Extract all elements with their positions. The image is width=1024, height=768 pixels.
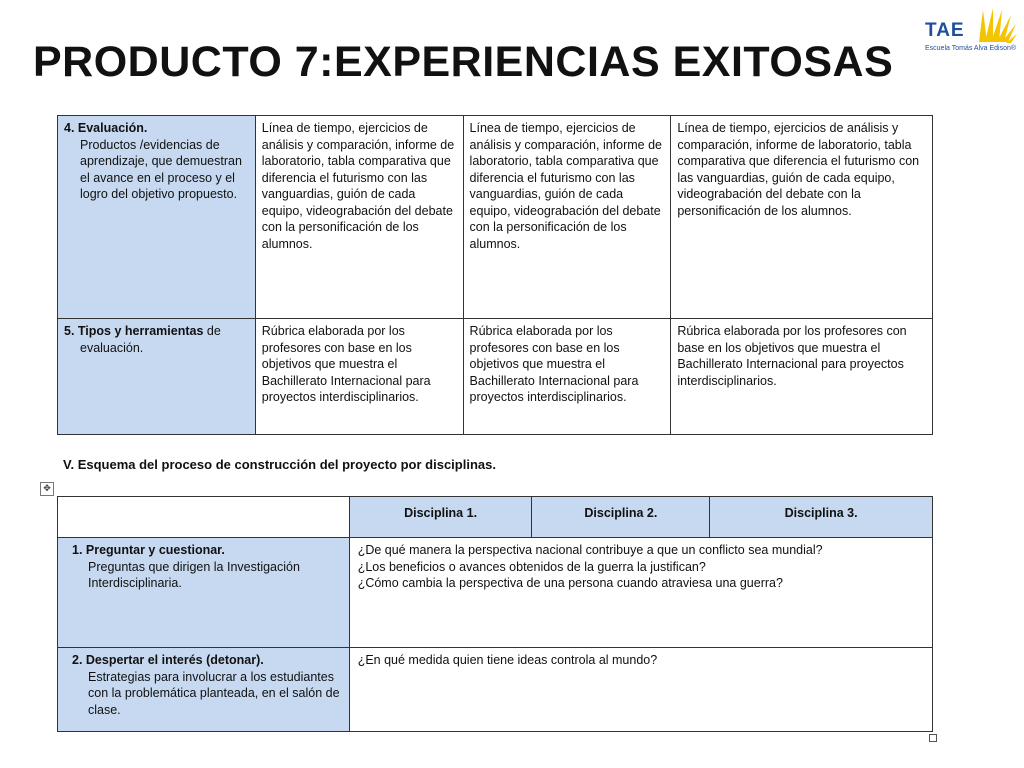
evaluation-table <box>57 115 933 435</box>
column-header: Disciplina 1. <box>349 497 532 538</box>
section-heading: V. Esquema del proceso de construcción del proyecto por disciplinas. <box>63 457 496 472</box>
row-label-preguntar <box>58 538 350 648</box>
table-cell: Rúbrica elaborada por los profesores con base en los objetivos que muestra el Bachillerato Internacional para proyectos interdisciplinarios. <box>255 319 463 435</box>
table-cell: Línea de tiempo, ejercicios de análisis y comparación, informe de laboratorio, tabla comparativa que diferencia el futurismo con las vanguardias, guión de cada equipo, videograbación del debate con la personificación de los alumnos. <box>671 116 933 319</box>
row-label-text: Productos /evidencias de aprendizaje, que demuestran el avance en el proceso y el logro del objetivo propuesto. <box>80 137 242 201</box>
table-row <box>58 538 933 648</box>
logo-subtitle: Escuela Tomás Alva Edison® <box>925 45 1017 52</box>
table-cell: Rúbrica elaborada por los profesores con base en los objetivos que muestra el Bachillerato Internacional para proyectos interdisciplinarios. <box>671 319 933 435</box>
tae-logo <box>925 6 1020 58</box>
column-header: Disciplina 2. <box>532 497 710 538</box>
row-label-text: Preguntas que dirigen la Investigación Interdisciplinaria. <box>88 559 300 590</box>
process-table <box>57 496 933 732</box>
row-label-title: 4. Evaluación. <box>64 121 148 135</box>
table-cell: Rúbrica elaborada por los profesores con base en los objetivos que muestra el Bachillerato Internacional para proyectos interdisciplinarios. <box>463 319 671 435</box>
questions-cell[interactable] <box>349 538 932 648</box>
row-label-title: 5. Tipos y herramientas <box>64 324 204 338</box>
row-label-evaluacion <box>58 116 256 319</box>
table-row <box>58 116 933 319</box>
table-header-row <box>58 497 933 538</box>
row-label-text: Estrategias para involucrar a los estudiantes con la problemática planteada, en el salón de clase. <box>88 669 340 717</box>
questions-cell[interactable] <box>349 648 932 732</box>
sun-rays-icon <box>977 6 1017 44</box>
row-label-title: 1. Preguntar y cuestionar. <box>72 543 225 557</box>
row-label-tipos <box>58 319 256 435</box>
column-header: Disciplina 3. <box>710 497 933 538</box>
row-label-title-rest: de <box>203 324 221 338</box>
table-row <box>58 648 933 732</box>
table-cell: Línea de tiempo, ejercicios de análisis y comparación, informe de laboratorio, tabla comparativa que diferencia el futurismo con las vanguardias, guión de cada equipo, videograbación del debate con la personificación de los alumnos. <box>255 116 463 319</box>
question-line: ¿Los beneficios o avances obtenidos de la guerra la justifican? <box>357 559 706 574</box>
table-resize-handle[interactable] <box>929 734 937 742</box>
question-line: ¿Cómo cambia la perspectiva de una persona cuando atraviesa una guerra? <box>357 576 783 590</box>
empty-header-cell <box>58 497 350 538</box>
row-label-title: 2. Despertar el interés (detonar). <box>72 653 264 667</box>
table-cell: Línea de tiempo, ejercicios de análisis y comparación, informe de laboratorio, tabla comparativa que diferencia el futurismo con las vanguardias, guión de cada equipo, videograbación del debate con la personificación de los alumnos. <box>463 116 671 319</box>
slide-title: PRODUCTO 7:EXPERIENCIAS EXITOSAS <box>33 38 894 86</box>
table-row <box>58 319 933 435</box>
logo-brand: TAE <box>925 20 965 41</box>
question-line: ¿De qué manera la perspectiva nacional contribuye a que un conflicto sea mundial? <box>357 543 823 557</box>
question-line: ¿En qué medida quien tiene ideas controla al mundo? <box>357 653 658 667</box>
row-label-despertar <box>58 648 350 732</box>
row-label-text: evaluación. <box>80 340 144 355</box>
table-move-handle-icon[interactable]: ✥ <box>40 482 54 496</box>
